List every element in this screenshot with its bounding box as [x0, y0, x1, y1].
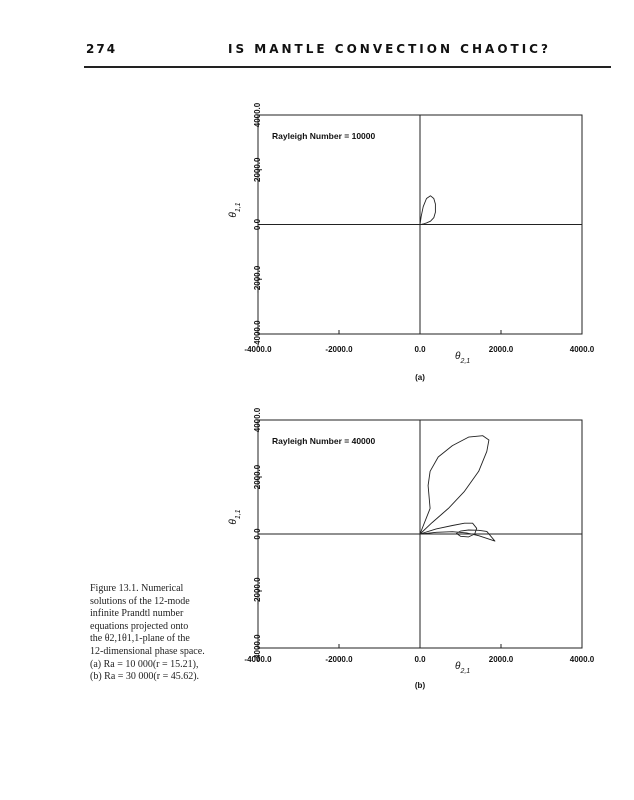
- x-tick-label: 2000.0: [488, 345, 514, 354]
- y-tick-label: -2000.0: [253, 577, 262, 605]
- y-tick-label: 2000.0: [253, 464, 262, 490]
- rayleigh-annotation: Rayleigh Number = 10000: [272, 131, 376, 141]
- trajectory-curve: [420, 436, 489, 534]
- panel-label: (a): [415, 373, 425, 382]
- x-tick-label: 0.0: [414, 345, 426, 354]
- y-tick-label: 0.0: [253, 528, 262, 540]
- caption-line: equations projected onto: [90, 620, 189, 632]
- x-tick-label: -2000.0: [325, 655, 353, 664]
- x-tick-label: 4000.0: [569, 345, 595, 354]
- x-tick-label: 2000.0: [488, 655, 514, 664]
- x-axis-label: $\theta_{2,1}$: [455, 661, 471, 675]
- y-axis-label: $\theta_{1,1}$: [228, 509, 242, 525]
- y-tick-label: -4000.0: [253, 320, 262, 348]
- y-tick-label: 4000.0: [253, 102, 262, 128]
- y-tick-label: 2000.0: [253, 157, 262, 182]
- caption-line: Figure 13.1. Numerical: [90, 583, 184, 594]
- caption-line: (b) Ra = 30 000(r = 45.62).: [90, 671, 200, 683]
- rayleigh-annotation: Rayleigh Number = 40000: [272, 436, 376, 446]
- y-tick-label: 0.0: [253, 218, 262, 231]
- trajectory-curve: [420, 196, 435, 225]
- caption-line: solutions of the 12-mode: [90, 595, 190, 607]
- page-number: 274: [86, 42, 118, 56]
- y-tick-label: -2000.0: [253, 265, 262, 293]
- x-tick-label: 4000.0: [569, 655, 595, 664]
- caption-line: 12-dimensional phase space.: [90, 645, 205, 657]
- running-title: IS MANTLE CONVECTION CHAOTIC?: [228, 42, 551, 56]
- x-tick-label: -4000.0: [244, 655, 272, 664]
- caption-line: infinite Prandtl number: [90, 608, 184, 620]
- x-tick-label: 0.0: [414, 655, 426, 664]
- caption-line: (a) Ra = 10 000(r = 15.21),: [90, 658, 199, 670]
- x-axis-label: $\theta_{2,1}$: [455, 351, 471, 365]
- y-axis-label: $\theta_{1,1}$: [228, 202, 242, 218]
- y-tick-label: 4000.0: [253, 407, 262, 433]
- panel-label: (b): [414, 681, 426, 690]
- figure-caption: [90, 583, 240, 684]
- x-tick-label: -4000.0: [244, 345, 272, 354]
- caption-line: the θ2,1θ1,1-plane of the: [90, 633, 190, 645]
- x-tick-label: -2000.0: [325, 345, 353, 354]
- y-tick-label: -4000.0: [253, 634, 262, 662]
- trajectory-curve: [420, 523, 495, 541]
